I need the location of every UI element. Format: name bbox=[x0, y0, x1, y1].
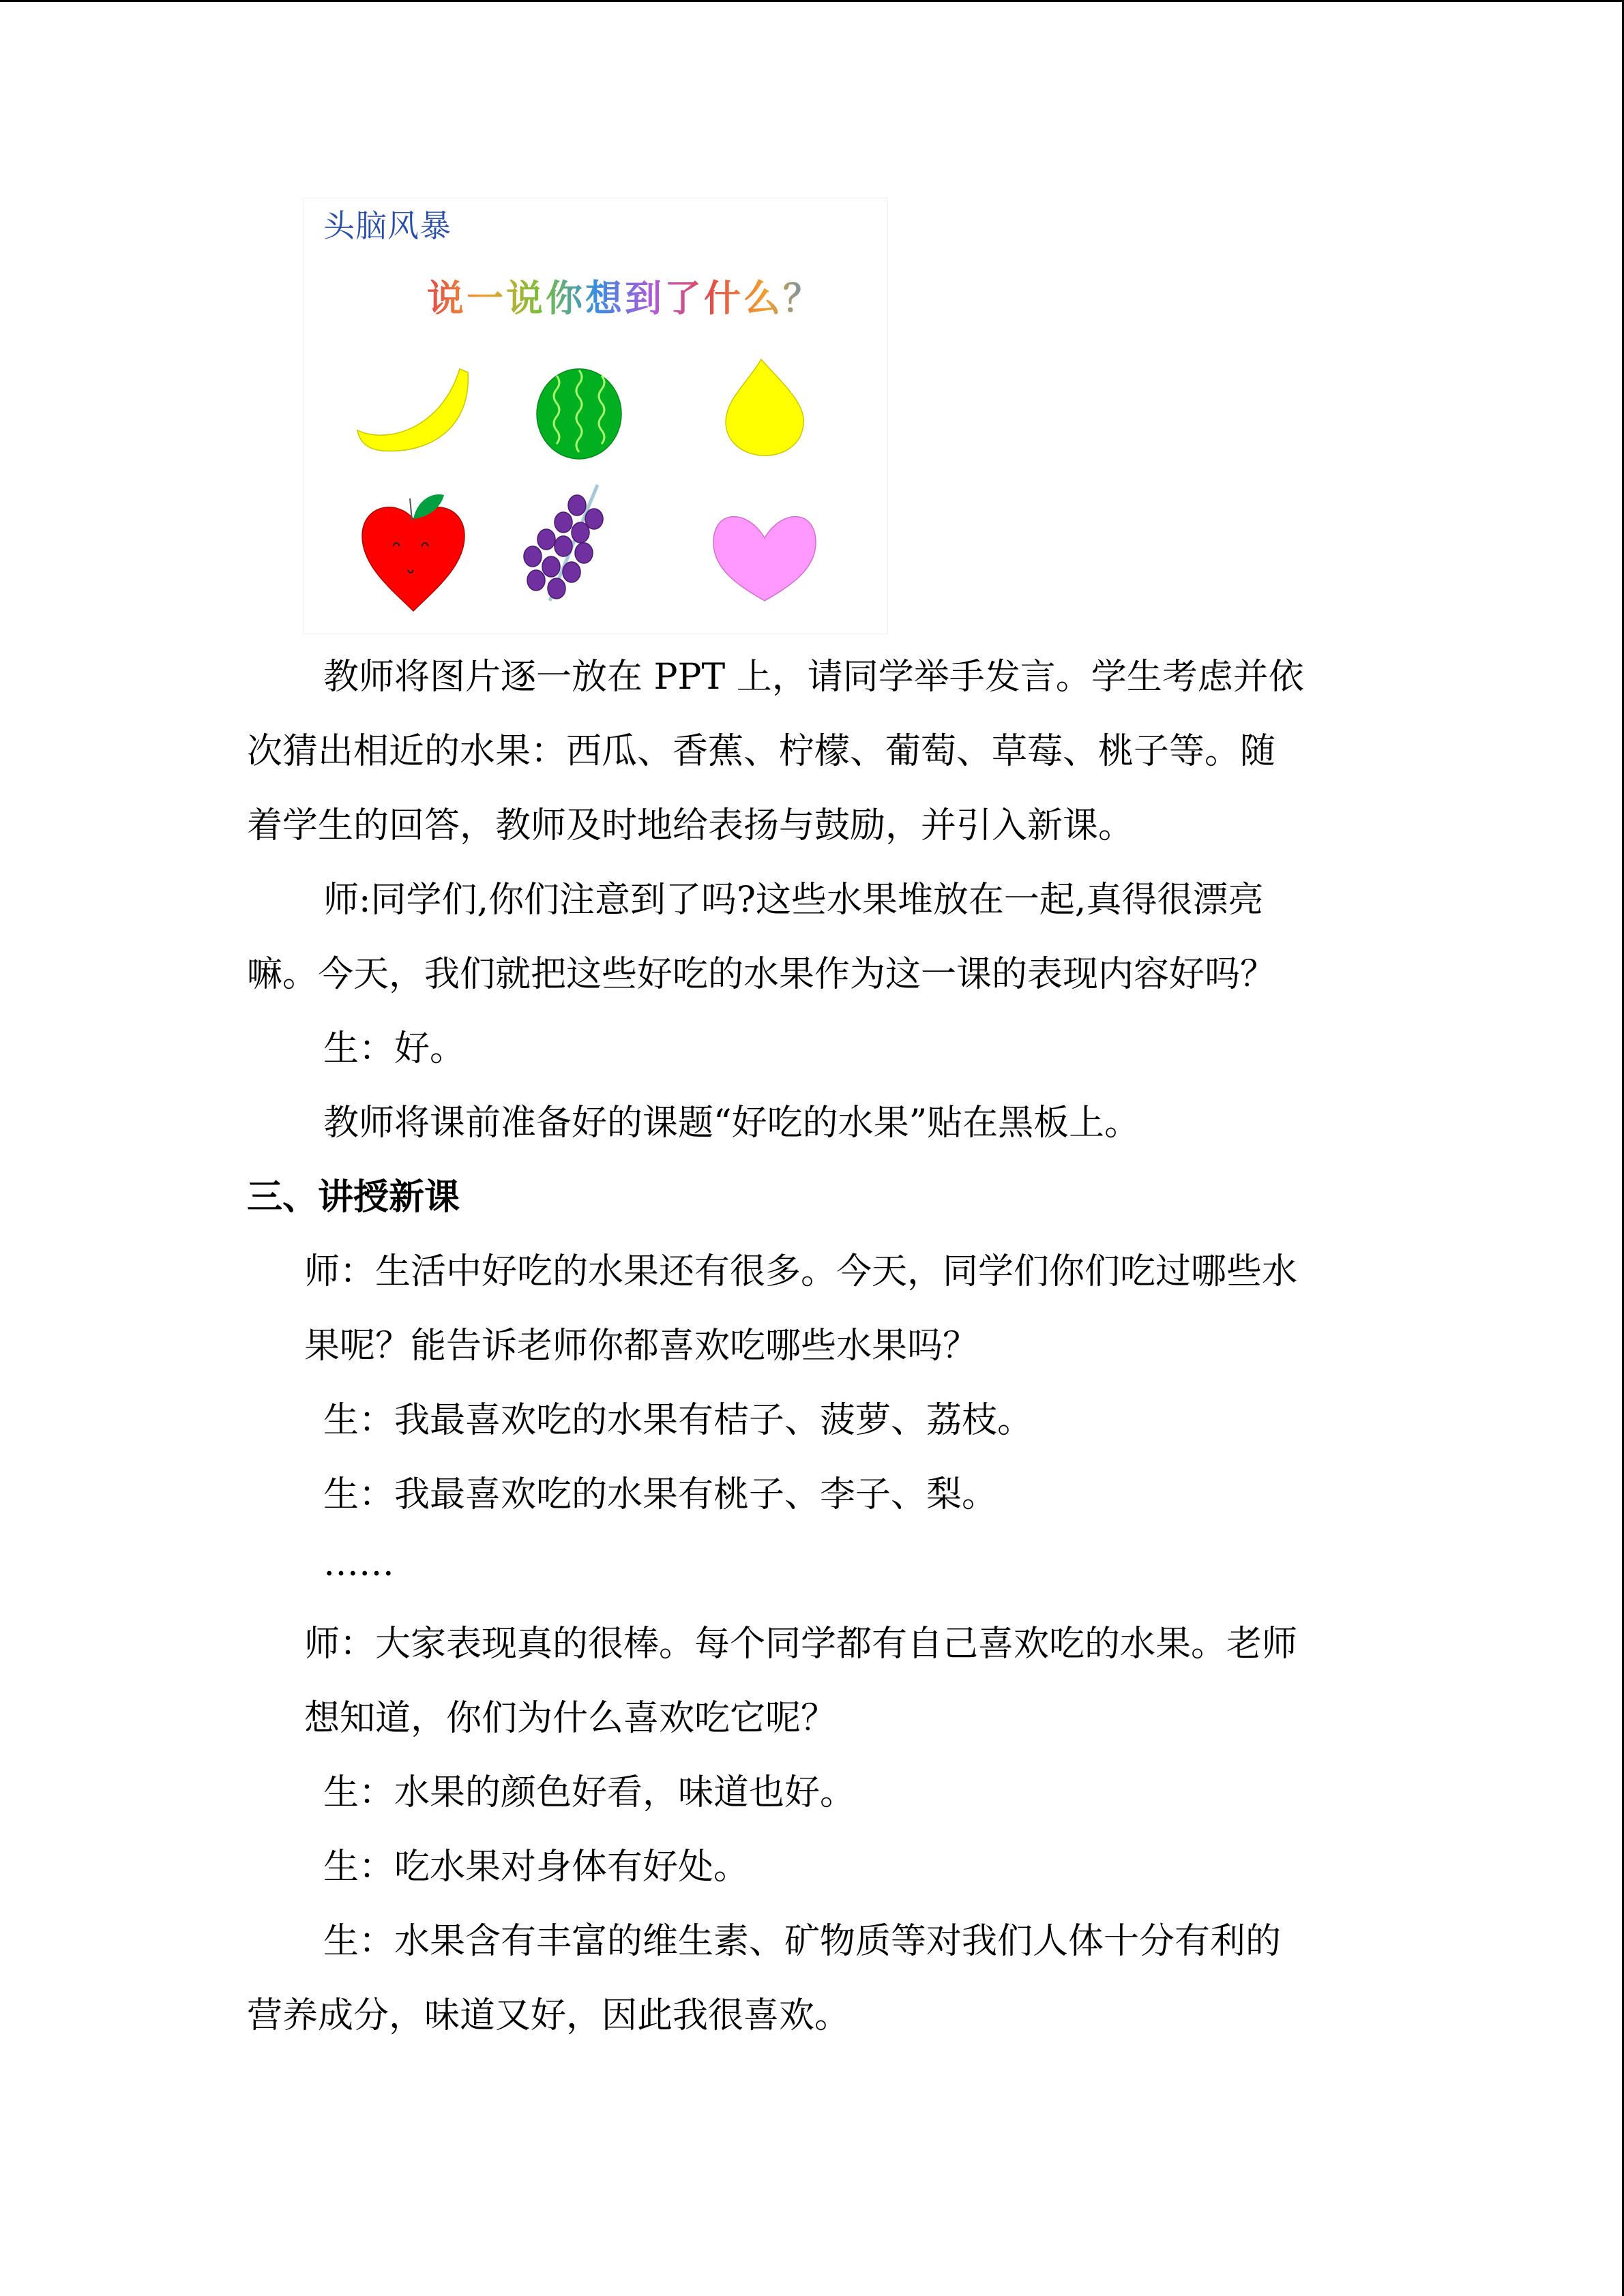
paragraph-line: 营养成分，味道又好，因此我很喜欢。 bbox=[247, 1995, 851, 2036]
paragraph-line: 着学生的回答，教师及时地给表扬与鼓励，并引入新课。 bbox=[247, 805, 1134, 846]
slide-title: 头脑风暴 bbox=[323, 207, 452, 244]
paragraph-line: 教师将图片逐一放在 PPT 上，请同学举手发言。学生考虑并依 bbox=[323, 657, 1304, 698]
paragraph-line: 想知道，你们为什么喜欢吃它呢？ bbox=[304, 1698, 837, 1739]
paragraph-line: 生：水果的颜色好看，味道也好。 bbox=[323, 1772, 856, 1813]
grapes-icon bbox=[524, 485, 603, 601]
paragraph-line: 生：水果含有丰富的维生素、矿物质等对我们人体十分有利的 bbox=[323, 1921, 1282, 1962]
paragraph-line: 师：生活中好吃的水果还有很多。今天，同学们你们吃过哪些水 bbox=[304, 1251, 1298, 1292]
paragraph-line: 生：我最喜欢吃的水果有桔子、菠萝、荔枝。 bbox=[323, 1400, 1033, 1441]
paragraph-line: 生：好。 bbox=[323, 1028, 466, 1069]
paragraph-line: 嘛。今天，我们就把这些好吃的水果作为这一课的表现内容好吗？ bbox=[247, 954, 1276, 995]
strawberry-icon bbox=[362, 494, 464, 611]
slide-image bbox=[304, 198, 888, 634]
paragraph-line: 师:同学们,你们注意到了吗?这些水果堆放在一起,真得很漂亮 bbox=[323, 880, 1264, 921]
page-top-border bbox=[0, 0, 1624, 2]
peach-icon bbox=[713, 517, 816, 601]
paragraph-line: 果呢？能告诉老师你都喜欢吃哪些水果吗？ bbox=[304, 1326, 979, 1367]
fruit-illustrations bbox=[304, 198, 887, 633]
paragraph-line: 次猜出相近的水果：西瓜、香蕉、柠檬、葡萄、草莓、桃子等。随 bbox=[247, 731, 1276, 772]
slide-question: 说一说你想到了什么？ bbox=[427, 269, 823, 322]
banana-slice-icon bbox=[357, 369, 468, 451]
paragraph-line: 生：我最喜欢吃的水果有桃子、李子、梨。 bbox=[323, 1474, 998, 1515]
paragraph-line: 生：吃水果对身体有好处。 bbox=[323, 1847, 750, 1888]
section-heading: 三、讲授新课 bbox=[247, 1177, 460, 1218]
paragraph-line: 教师将课前准备好的课题“好吃的水果”贴在黑板上。 bbox=[323, 1103, 1140, 1144]
paragraph-line: 师：大家表现真的很棒。每个同学都有自己喜欢吃的水果。老师 bbox=[304, 1624, 1298, 1665]
ellipsis: …… bbox=[323, 1543, 394, 1584]
watermelon-icon bbox=[537, 369, 621, 459]
lemon-icon bbox=[726, 359, 803, 456]
